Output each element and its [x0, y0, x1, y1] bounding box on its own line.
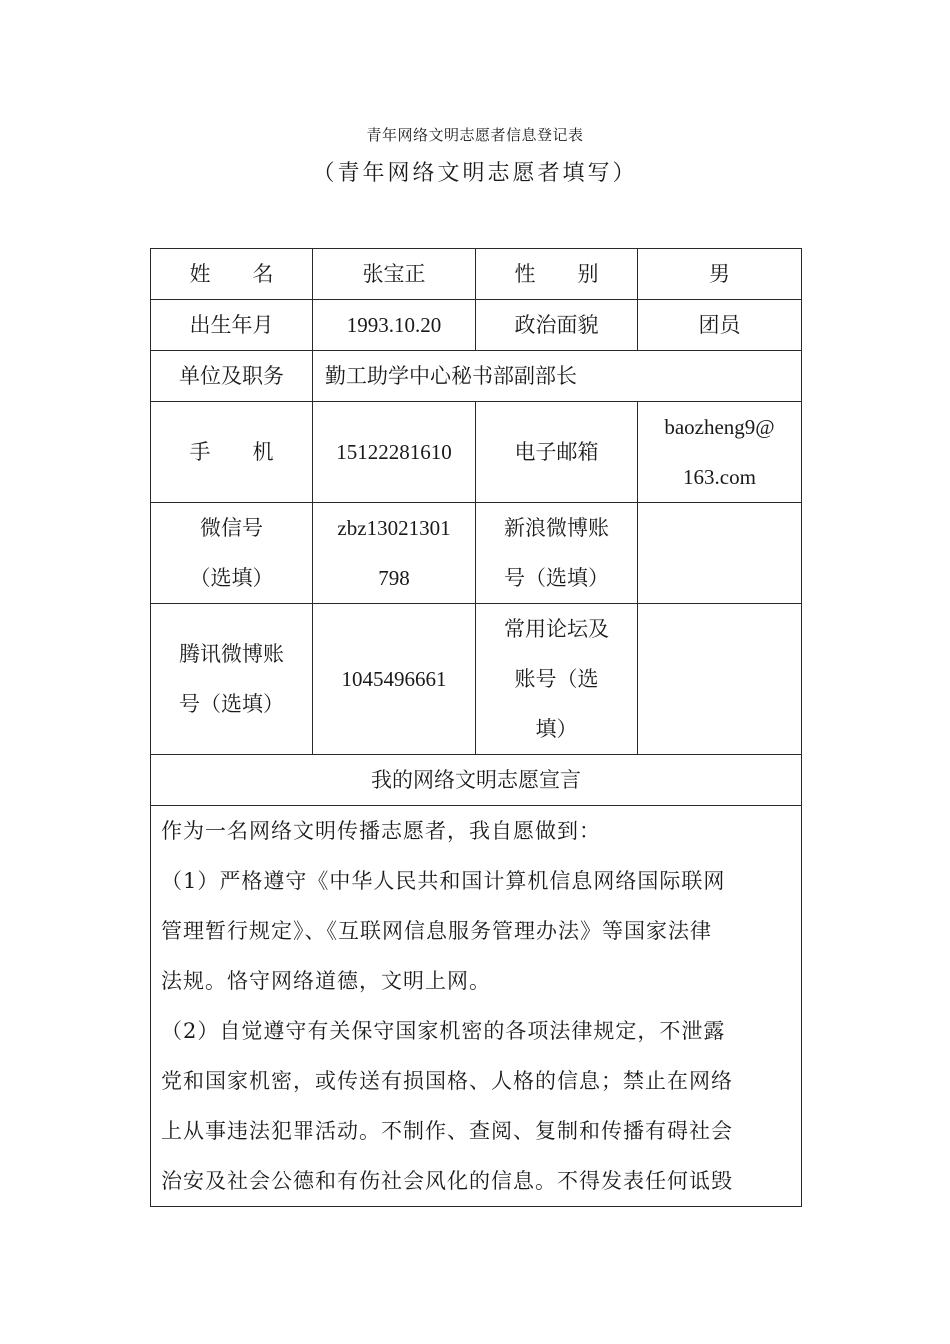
table-row: [151, 604, 802, 755]
email-value-line2: 163.com: [683, 465, 756, 489]
name-value: 张宝正: [313, 249, 476, 300]
wechat-label-line2: （选填）: [189, 566, 274, 590]
table-row: [151, 402, 802, 503]
phone-label: 手 机: [151, 402, 313, 503]
declaration-body: [151, 806, 802, 1207]
forum-value: [638, 604, 802, 755]
wechat-value: [313, 503, 476, 604]
registration-form-table: [150, 248, 802, 1207]
email-label: 电子邮箱: [476, 402, 638, 503]
forum-label-line3: 填）: [535, 717, 578, 741]
document-title: 青年网络文明志愿者信息登记表: [366, 126, 584, 144]
gender-value: 男: [638, 249, 802, 300]
phone-value: 15122281610: [313, 402, 476, 503]
forum-label-line2: 账号（选: [514, 667, 599, 691]
declaration-header: 我的网络文明志愿宣言: [151, 755, 802, 806]
sina-label-line1: 新浪微博账: [504, 516, 609, 540]
tencent-value: 1045496661: [313, 604, 476, 755]
declaration-line: （2）自觉遵守有关保守国家机密的各项法律规定，不泄露: [161, 1019, 726, 1043]
name-label: 姓 名: [151, 249, 313, 300]
table-row: [151, 300, 802, 351]
sina-label: [476, 503, 638, 604]
tencent-label-line2: 号（选填）: [179, 692, 284, 716]
political-value: 团员: [638, 300, 802, 351]
tencent-label-line1: 腾讯微博账: [179, 642, 284, 666]
sina-value: [638, 503, 802, 604]
table-row: [151, 755, 802, 806]
political-label: 政治面貌: [476, 300, 638, 351]
declaration-line: 管理暂行规定》、《互联网信息服务管理办法》等国家法律: [161, 919, 712, 943]
forum-label: [476, 604, 638, 755]
sina-label-line2: 号（选填）: [504, 566, 609, 590]
gender-label: 性 别: [476, 249, 638, 300]
declaration-line: 治安及社会公德和有伤社会风化的信息。不得发表任何诋毁: [161, 1169, 733, 1193]
wechat-value-line2: 798: [378, 566, 410, 590]
wechat-value-line1: zbz13021301: [337, 516, 451, 540]
table-row: [151, 351, 802, 402]
email-value-line1: baozheng9@: [664, 415, 775, 439]
declaration-line: 作为一名网络文明传播志愿者，我自愿做到：: [161, 819, 601, 843]
email-value: [638, 402, 802, 503]
wechat-label-line1: 微信号: [200, 516, 263, 540]
declaration-line: （1）严格遵守《中华人民共和国计算机信息网络国际联网: [161, 869, 726, 893]
birth-value: 1993.10.20: [313, 300, 476, 351]
forum-label-line1: 常用论坛及: [504, 617, 609, 641]
document-subtitle: （青年网络文明志愿者填写）: [312, 161, 638, 186]
table-row: [151, 503, 802, 604]
declaration-line: 上从事违法犯罪活动。不制作、查阅、复制和传播有碍社会: [161, 1119, 733, 1143]
declaration-line: 党和国家机密，或传送有损国格、人格的信息；禁止在网络: [161, 1069, 733, 1093]
unit-value: 勤工助学中心秘书部副部长: [313, 351, 802, 402]
birth-label: 出生年月: [151, 300, 313, 351]
table-row: [151, 806, 802, 1207]
table-row: [151, 249, 802, 300]
unit-label: 单位及职务: [151, 351, 313, 402]
wechat-label: [151, 503, 313, 604]
tencent-label: [151, 604, 313, 755]
declaration-line: 法规。恪守网络道德，文明上网。: [161, 969, 491, 993]
